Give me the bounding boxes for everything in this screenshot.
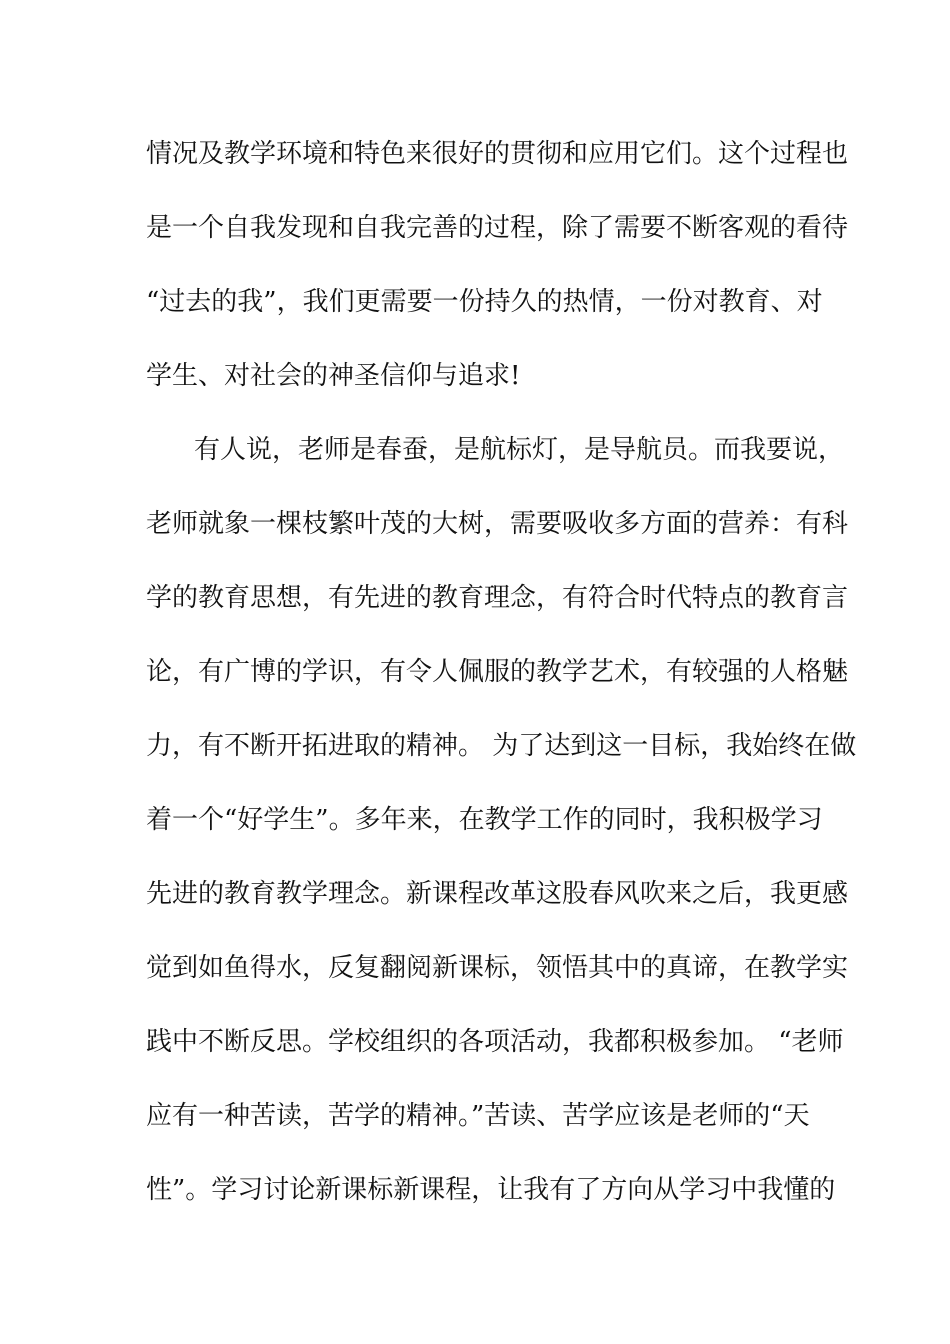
text-line: 践中不断反思。学校组织的各项活动，我都积极参加。 “老师 bbox=[146, 1027, 844, 1057]
text-line: 性”。学习讨论新课标新课程，让我有了方向从学习中我懂的 bbox=[146, 1175, 836, 1205]
paragraph-first-line: 有人说，老师是春蚕，是航标灯，是导航员。而我要说， bbox=[194, 435, 845, 465]
text-line: 论，有广博的学识，有令人佩服的教学艺术，有较强的人格魅 bbox=[146, 657, 849, 687]
text-line: 老师就象一棵枝繁叶茂的大树，需要吸收多方面的营养：有科 bbox=[146, 509, 849, 539]
text-line: 着一个“好学生”。多年来，在教学工作的同时，我积极学习 bbox=[146, 805, 823, 835]
text-line: “过去的我”，我们更需要一份持久的热情，一份对教育、对 bbox=[146, 287, 823, 317]
text-line: 学生、对社会的神圣信仰与追求! bbox=[146, 361, 521, 391]
text-line: 先进的教育教学理念。新课程改革这股春风吹来之后，我更感 bbox=[146, 879, 849, 909]
text-line: 学的教育思想，有先进的教育理念，有符合时代特点的教育言 bbox=[146, 583, 849, 613]
text-line: 觉到如鱼得水，反复翻阅新课标，领悟其中的真谛，在教学实 bbox=[146, 953, 849, 983]
text-line: 情况及教学环境和特色来很好的贯彻和应用它们。这个过程也 bbox=[146, 139, 849, 169]
text-line: 是一个自我发现和自我完善的过程，除了需要不断客观的看待 bbox=[146, 213, 849, 243]
text-line: 力，有不断开拓进取的精神。 为了达到这一目标，我始终在做 bbox=[146, 731, 857, 761]
text-line: 应有一种苦读，苦学的精神。”苦读、苦学应该是老师的“天 bbox=[146, 1101, 810, 1131]
